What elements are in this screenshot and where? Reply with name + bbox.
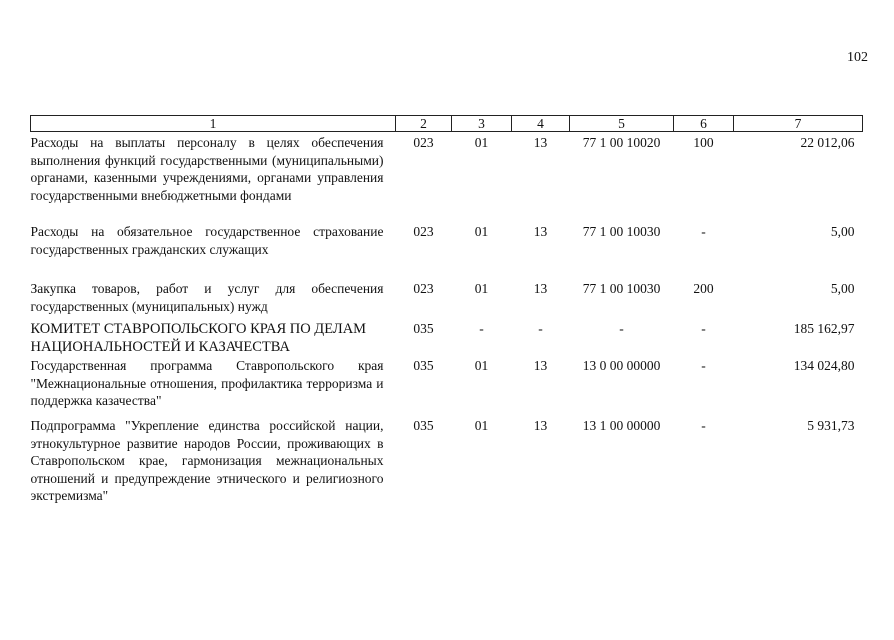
row-amount: 5,00 (830, 281, 855, 296)
table-header-row (31, 116, 863, 132)
column-header-7: 7 (734, 116, 863, 132)
row-target-article: - (619, 321, 624, 336)
row-amount: 22 012,06 (800, 135, 855, 150)
row-amount: 5 931,73 (807, 418, 855, 433)
column-header-4: 4 (512, 116, 570, 132)
table-row (31, 279, 863, 319)
row-section-code: 01 (474, 135, 489, 150)
table-row (31, 222, 863, 279)
row-subsection-code: 13 (533, 418, 548, 433)
column-header-1: 1 (31, 116, 396, 132)
column-header-6: 6 (674, 116, 734, 132)
row-expense-type: - (701, 358, 706, 373)
row-section-code: - (479, 321, 484, 336)
table-row (31, 319, 863, 356)
row-amount: 5,00 (830, 224, 855, 239)
row-amount: 185 162,97 (793, 321, 855, 336)
table-row (31, 356, 863, 416)
budget-table (30, 115, 863, 507)
row-expense-type: 100 (693, 135, 714, 150)
row-name: Закупка товаров, работ и услуг для обеспечения государственных (муниципальных) нужд (30, 281, 384, 314)
column-header-2: 2 (396, 116, 452, 132)
row-subsection-code: 13 (533, 135, 548, 150)
row-subsection-code: - (538, 321, 543, 336)
row-expense-type: 200 (693, 281, 714, 296)
row-ved-code: 023 (413, 224, 434, 239)
column-header-3: 3 (452, 116, 512, 132)
row-amount: 134 024,80 (793, 358, 855, 373)
row-section-code: 01 (474, 418, 489, 433)
row-ved-code: 023 (413, 281, 434, 296)
row-ved-code: 035 (413, 358, 434, 373)
row-target-article: 77 1 00 10030 (582, 281, 661, 296)
row-target-article: 13 0 00 00000 (582, 358, 661, 373)
row-name: Расходы на обязательное государственное страхование государственных гражданских служащих (30, 224, 384, 257)
row-expense-type: - (701, 224, 706, 239)
row-section-code: 01 (474, 281, 489, 296)
row-subsection-code: 13 (533, 281, 548, 296)
row-subsection-code: 13 (533, 224, 548, 239)
row-expense-type: - (701, 321, 706, 336)
page-number: 102 (847, 50, 868, 65)
row-ved-code: 035 (413, 418, 434, 433)
row-section-code: 01 (474, 224, 489, 239)
row-name: Расходы на выплаты персоналу в целях обеспечения выполнения функций государственными (муниципальными) органами, казенными учреждениями, органами управления государственными внебюджетными фондами (30, 135, 384, 203)
row-section-code: 01 (474, 358, 489, 373)
row-ved-code: 035 (413, 321, 434, 336)
table-row (31, 416, 863, 507)
row-target-article: 13 1 00 00000 (582, 418, 661, 433)
row-name: КОМИТЕТ СТАВРОПОЛЬСКОГО КРАЯ ПО ДЕЛАМ НАЦИОНАЛЬНОСТЕЙ И КАЗАЧЕСТВА (30, 321, 367, 355)
row-target-article: 77 1 00 10020 (582, 135, 661, 150)
row-expense-type: - (701, 418, 706, 433)
row-target-article: 77 1 00 10030 (582, 224, 661, 239)
row-subsection-code: 13 (533, 358, 548, 373)
row-name: Государственная программа Ставропольского края "Межнациональные отношения, профилактика терроризма и поддержка казачества" (30, 358, 384, 408)
row-ved-code: 023 (413, 135, 434, 150)
row-name: Подпрограмма "Укрепление единства российской нации, этнокультурное развитие народов России, проживающих в Ставропольском крае, гармонизация межнациональных отношений и предупреждение этнического и религиозного экстремизма" (30, 418, 384, 503)
table-row (31, 132, 863, 223)
column-header-5: 5 (570, 116, 674, 132)
